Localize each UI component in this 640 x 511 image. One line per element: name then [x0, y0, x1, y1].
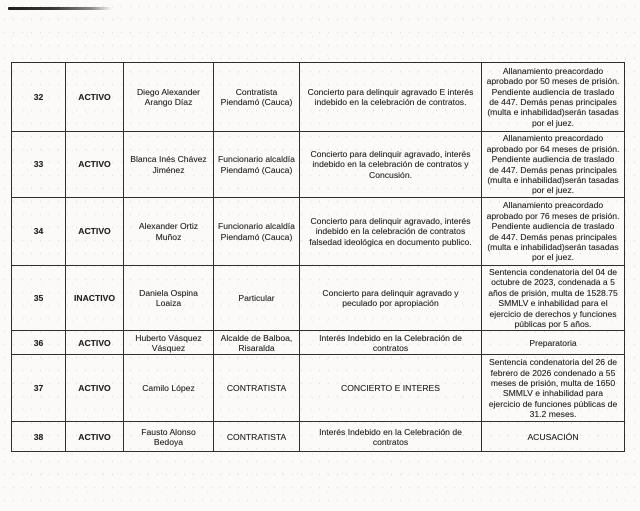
case-role: Contratista Piendamó (Cauca)	[214, 63, 300, 132]
case-stage: Preparatoria	[482, 331, 625, 355]
case-name: Fausto Alonso Bedoya	[124, 422, 214, 452]
case-status: ACTIVO	[66, 422, 124, 452]
case-stage: Allanamiento preacordado aprobado por 50 meses de prisión. Pendiente audiencia de traslado de 447. Demás penas principales (multa e inhabilidad)serán tasadas por el juez.	[482, 63, 625, 132]
table-row	[12, 422, 625, 452]
case-status: ACTIVO	[66, 198, 124, 266]
case-status: ACTIVO	[66, 331, 124, 355]
case-status: ACTIVO	[66, 355, 124, 422]
case-charges: Concierto para delinquir agravado, interés indebido en la celebración de contratos y Concusión.	[300, 132, 482, 198]
case-number: 33	[12, 132, 66, 198]
case-number: 38	[12, 422, 66, 452]
case-role: Particular	[214, 266, 300, 331]
scan-artifact-line	[8, 7, 112, 10]
case-number: 37	[12, 355, 66, 422]
case-name: Alexander Ortiz Muñoz	[124, 198, 214, 266]
case-charges: Concierto para delinquir agravado, interés indebido en la celebración de contratos falsedad ideológica en documento publico.	[300, 198, 482, 266]
cases-table	[11, 62, 625, 452]
case-charges: Interés Indebido en la Celebración de contratos	[300, 331, 482, 355]
case-charges: Concierto para delinquir agravado E interés indebido en la celebración de contratos.	[300, 63, 482, 132]
case-stage: Allanamiento preacordado aprobado por 64 meses de prisión. Pendiente audiencia de traslado de 447. Demás penas principales (multa e inhabilidad)serán tasadas por el juez.	[482, 132, 625, 198]
case-stage: Allanamiento preacordado aprobado por 76 meses de prisión. Pendiente audiencia de traslado de 447. Demás penas principales (multa e inhabilidad)serán tasadas por el juez.	[482, 198, 625, 266]
case-charges: Concierto para delinquir agravado y peculado por apropiación	[300, 266, 482, 331]
table-row	[12, 331, 625, 355]
case-role: CONTRATISTA	[214, 422, 300, 452]
case-name: Blanca Inés Chávez Jiménez	[124, 132, 214, 198]
table-row	[12, 355, 625, 422]
table-row	[12, 132, 625, 198]
case-status: INACTIVO	[66, 266, 124, 331]
case-name: Diego Alexander Arango Díaz	[124, 63, 214, 132]
case-name: Daniela Ospina Loaiza	[124, 266, 214, 331]
case-name: Huberto Vásquez Vásquez	[124, 331, 214, 355]
table-row	[12, 198, 625, 266]
case-charges: Interés Indebido en la Celebración de contratos	[300, 422, 482, 452]
case-name: Camilo López	[124, 355, 214, 422]
case-number: 32	[12, 63, 66, 132]
table-row	[12, 266, 625, 331]
case-role: Alcalde de Balboa, Risaralda	[214, 331, 300, 355]
table-row	[12, 63, 625, 132]
case-status: ACTIVO	[66, 132, 124, 198]
case-number: 35	[12, 266, 66, 331]
case-number: 36	[12, 331, 66, 355]
case-stage: Sentencia condenatoria del 26 de febrero de 2026 condenado a 55 meses de prisión, multa de 1650 SMMLV e inhabilidad para ejercicio de funciones públicas de 31.2 meses.	[482, 355, 625, 422]
case-stage: ACUSACIÓN	[482, 422, 625, 452]
case-number: 34	[12, 198, 66, 266]
case-status: ACTIVO	[66, 63, 124, 132]
case-stage: Sentencia condenatoria del 04 de octubre de 2023, condenada a 5 años de prisión, multa de 1528.75 SMMLV e inhabilidad para el ejercicio de derechos y funciones públicas por 5 años.	[482, 266, 625, 331]
case-charges: CONCIERTO E INTERES	[300, 355, 482, 422]
case-role: Funcionario alcaldía Piendamó (Cauca)	[214, 132, 300, 198]
case-role: Funcionario alcaldía Piendamó (Cauca)	[214, 198, 300, 266]
case-role: CONTRATISTA	[214, 355, 300, 422]
